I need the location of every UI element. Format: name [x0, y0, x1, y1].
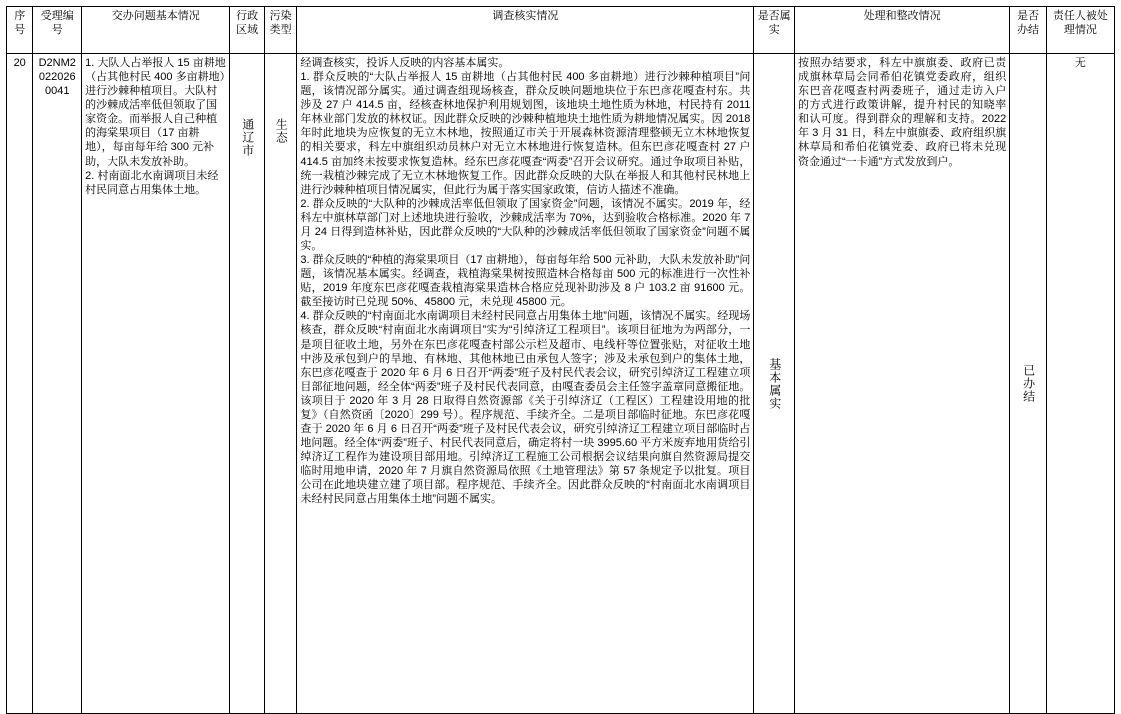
header-pollution-type: 污染类型: [264, 7, 296, 54]
verify-para-1: 1. 群众反映的“大队占举报人 15 亩耕地（占其他村民 400 多亩耕地）进行沙棘种植项目”问题，该情况部分属实。通过调查组现场核查，群众反映问题地块位于东巴彦花嘎查村东。共涉及 27 户 414.5 亩，经核查林地保护利用规划图，该地块土地性质为林地，村民持有 2011 年林业部门发放的林权证。因此群众反映的沙棘种植地块土地性质为耕地情况属实。因 2018 年时此地块为应恢复的无立木林地，按照通辽市关于开展森林资源清理整顿无立木林地恢复的相关要求，科左中旗组织动员林户对无立木林地进行恢复造林。但东巴彦花嘎查村 27 户 414.5 亩加终未按要求恢复造林。经东巴彦花嘎查“两委”召开会议研究。通过争取项目补贴，统一栽植沙棘完成了无立木林地恢复工作。因此群众反映的大队在举报人和其他村民林地上进行沙棘种植项目情况属实，但此行为属于落实国家政策，信访人描述不准确。: [300, 71, 751, 196]
header-is-true: 是否属实: [754, 7, 795, 54]
verify-para-3: 3. 群众反映的“种植的海棠果项目（17 亩耕地），每亩每年给 500 元补助，大队未发放补助”问题，该情况基本属实。经调查，栽植海棠果树按照造林合格每亩 500 元的标准进行一次性补贴，2019 年度东巴彦花嘎查栽植海棠果造林合格应兑现补助涉及 8 户 103.2 亩 91600 元。截至接访时已兑现 50%、45800 元，未兑现 45800 元。: [300, 254, 751, 309]
header-region: 行政区域: [230, 7, 265, 54]
header-basic: 交办问题基本情况: [82, 7, 230, 54]
table-header: [7, 7, 1115, 54]
inspection-report-table: [6, 6, 1115, 714]
verify-para-4: 4. 群众反映的“村南面北水南调项目未经村民同意占用集体土地”问题，该情况不属实。经现场核查，群众反映“村南面北水南调项目”实为“引绰济辽工程项目”。该项目征地为为两部分，一是项目征收土地，另外在东巴彦花嘎查村部公示栏及超市、电线杆等位置张贴，对征收土地中涉及承包到户的旱地、有林地、其他林地已由承包人签字；涉及未承包到户的集体土地，东巴彦花嘎查于 2020 年 6 月 6 日召开“两委”班子及村民代表会议，研究引绰济辽工程建立项目部征地问题，经全体“两委”班子及村民代表同意，由嘎查委员会主任签字盖章同意搬征地。该项目于 2020 年 3 月 28 日取得自然资源部《关于引绰济辽（工程区）工程建设用地的批复》（自然资函〔2020〕299 号）。程序规范、手续齐全。二是项目部临时征地。东巴彦花嘎查于 2020 年 6 月 6 日召开“两委”班子及村民代表会议，研究引绰济辽工程建立项目部临时占地问题。经全体“两委”班子、村民代表同意后，确定将村一块 3995.60 平方米废弃地用货给引绰济辽工程作为建设项目部用地。引绰济辽工程施工公司根据会议结果向旗自然资源局提交临时用地申请，2020 年 7 月旗自然资源局依照《土地管理法》第 57 条规定予以批复。项目公司在此地块建立建了项目部。程序规范、手续齐全。因此群众反映的“村南面北水南调项目未经村民同意占用集体土地”问题不属实。: [300, 310, 751, 506]
header-verify: 调查核实情况: [297, 7, 754, 54]
cell-verification: [297, 54, 754, 714]
cell-is-true: [754, 54, 795, 714]
verify-para-0: 经调查核实，投诉人反映的内容基本属实。: [300, 57, 510, 69]
header-row: [7, 7, 1115, 54]
pollution-type-label: 生态: [274, 118, 289, 144]
table-body: [7, 54, 1115, 714]
header-is-closed: 是否办结: [1010, 7, 1047, 54]
cell-is-closed: [1010, 54, 1047, 714]
is-true-label: 基本属实: [767, 357, 782, 410]
cell-basic-situation: [82, 54, 230, 714]
basic-line-2: 2. 村南面北水南调项目未经村民同意占用集体土地。: [85, 169, 219, 196]
cell-code: D2NM2022026 0041: [33, 54, 82, 714]
cell-region: [230, 54, 265, 714]
header-seq: 序号: [7, 7, 33, 54]
table-row: [7, 54, 1115, 714]
is-closed-label: 已办结: [1021, 364, 1036, 403]
cell-seq: 20: [7, 54, 33, 714]
cell-pollution-type: [264, 54, 296, 714]
cell-responsible: 无: [1046, 54, 1114, 714]
handling-para-0: 按照办结要求，科左中旗旗委、政府已责成旗林草局会同希伯花镇党委政府，组织东巴音花嘎查村两委班子，通过走访入户的方式进行政策讲解，提升村民的知晓率和认可度。得到群众的理解和支持。2022 年 3 月 31 日，科左中旗旗委、政府组织旗林草局和希伯花镇党委、政府已将未兑现资金通过“一卡通”方式发放到户。: [798, 57, 1007, 168]
cell-handling: [795, 54, 1010, 714]
header-handle: 处理和整改情况: [795, 7, 1010, 54]
verify-para-2: 2. 群众反映的“大队种的沙棘成活率低但领取了国家资金”问题，该情况不属实。2019 年，经科左中旗林草部门对上述地块进行验收，沙棘成活率为 70%，达到验收合格标准。2020 年 7 月 24 日得到造林补贴，因此群众反映的“大队种的沙棘成活率低但领取了国家资金”问题不属实。: [300, 197, 751, 253]
header-responsible: 责任人被处理情况: [1046, 7, 1114, 54]
basic-line-1: 1. 大队人占举报人 15 亩耕地（占其他村民 400 多亩耕地）进行沙棘种植项目。大队村的沙棘成活率低但领取了国家资金。而举报人自己种植的海棠果项目（17 亩耕地），每亩每年给 300 元补助，大队未发放补助。: [85, 57, 226, 168]
region-label: 通辽市: [240, 118, 255, 157]
header-code: 受理编号: [33, 7, 82, 54]
